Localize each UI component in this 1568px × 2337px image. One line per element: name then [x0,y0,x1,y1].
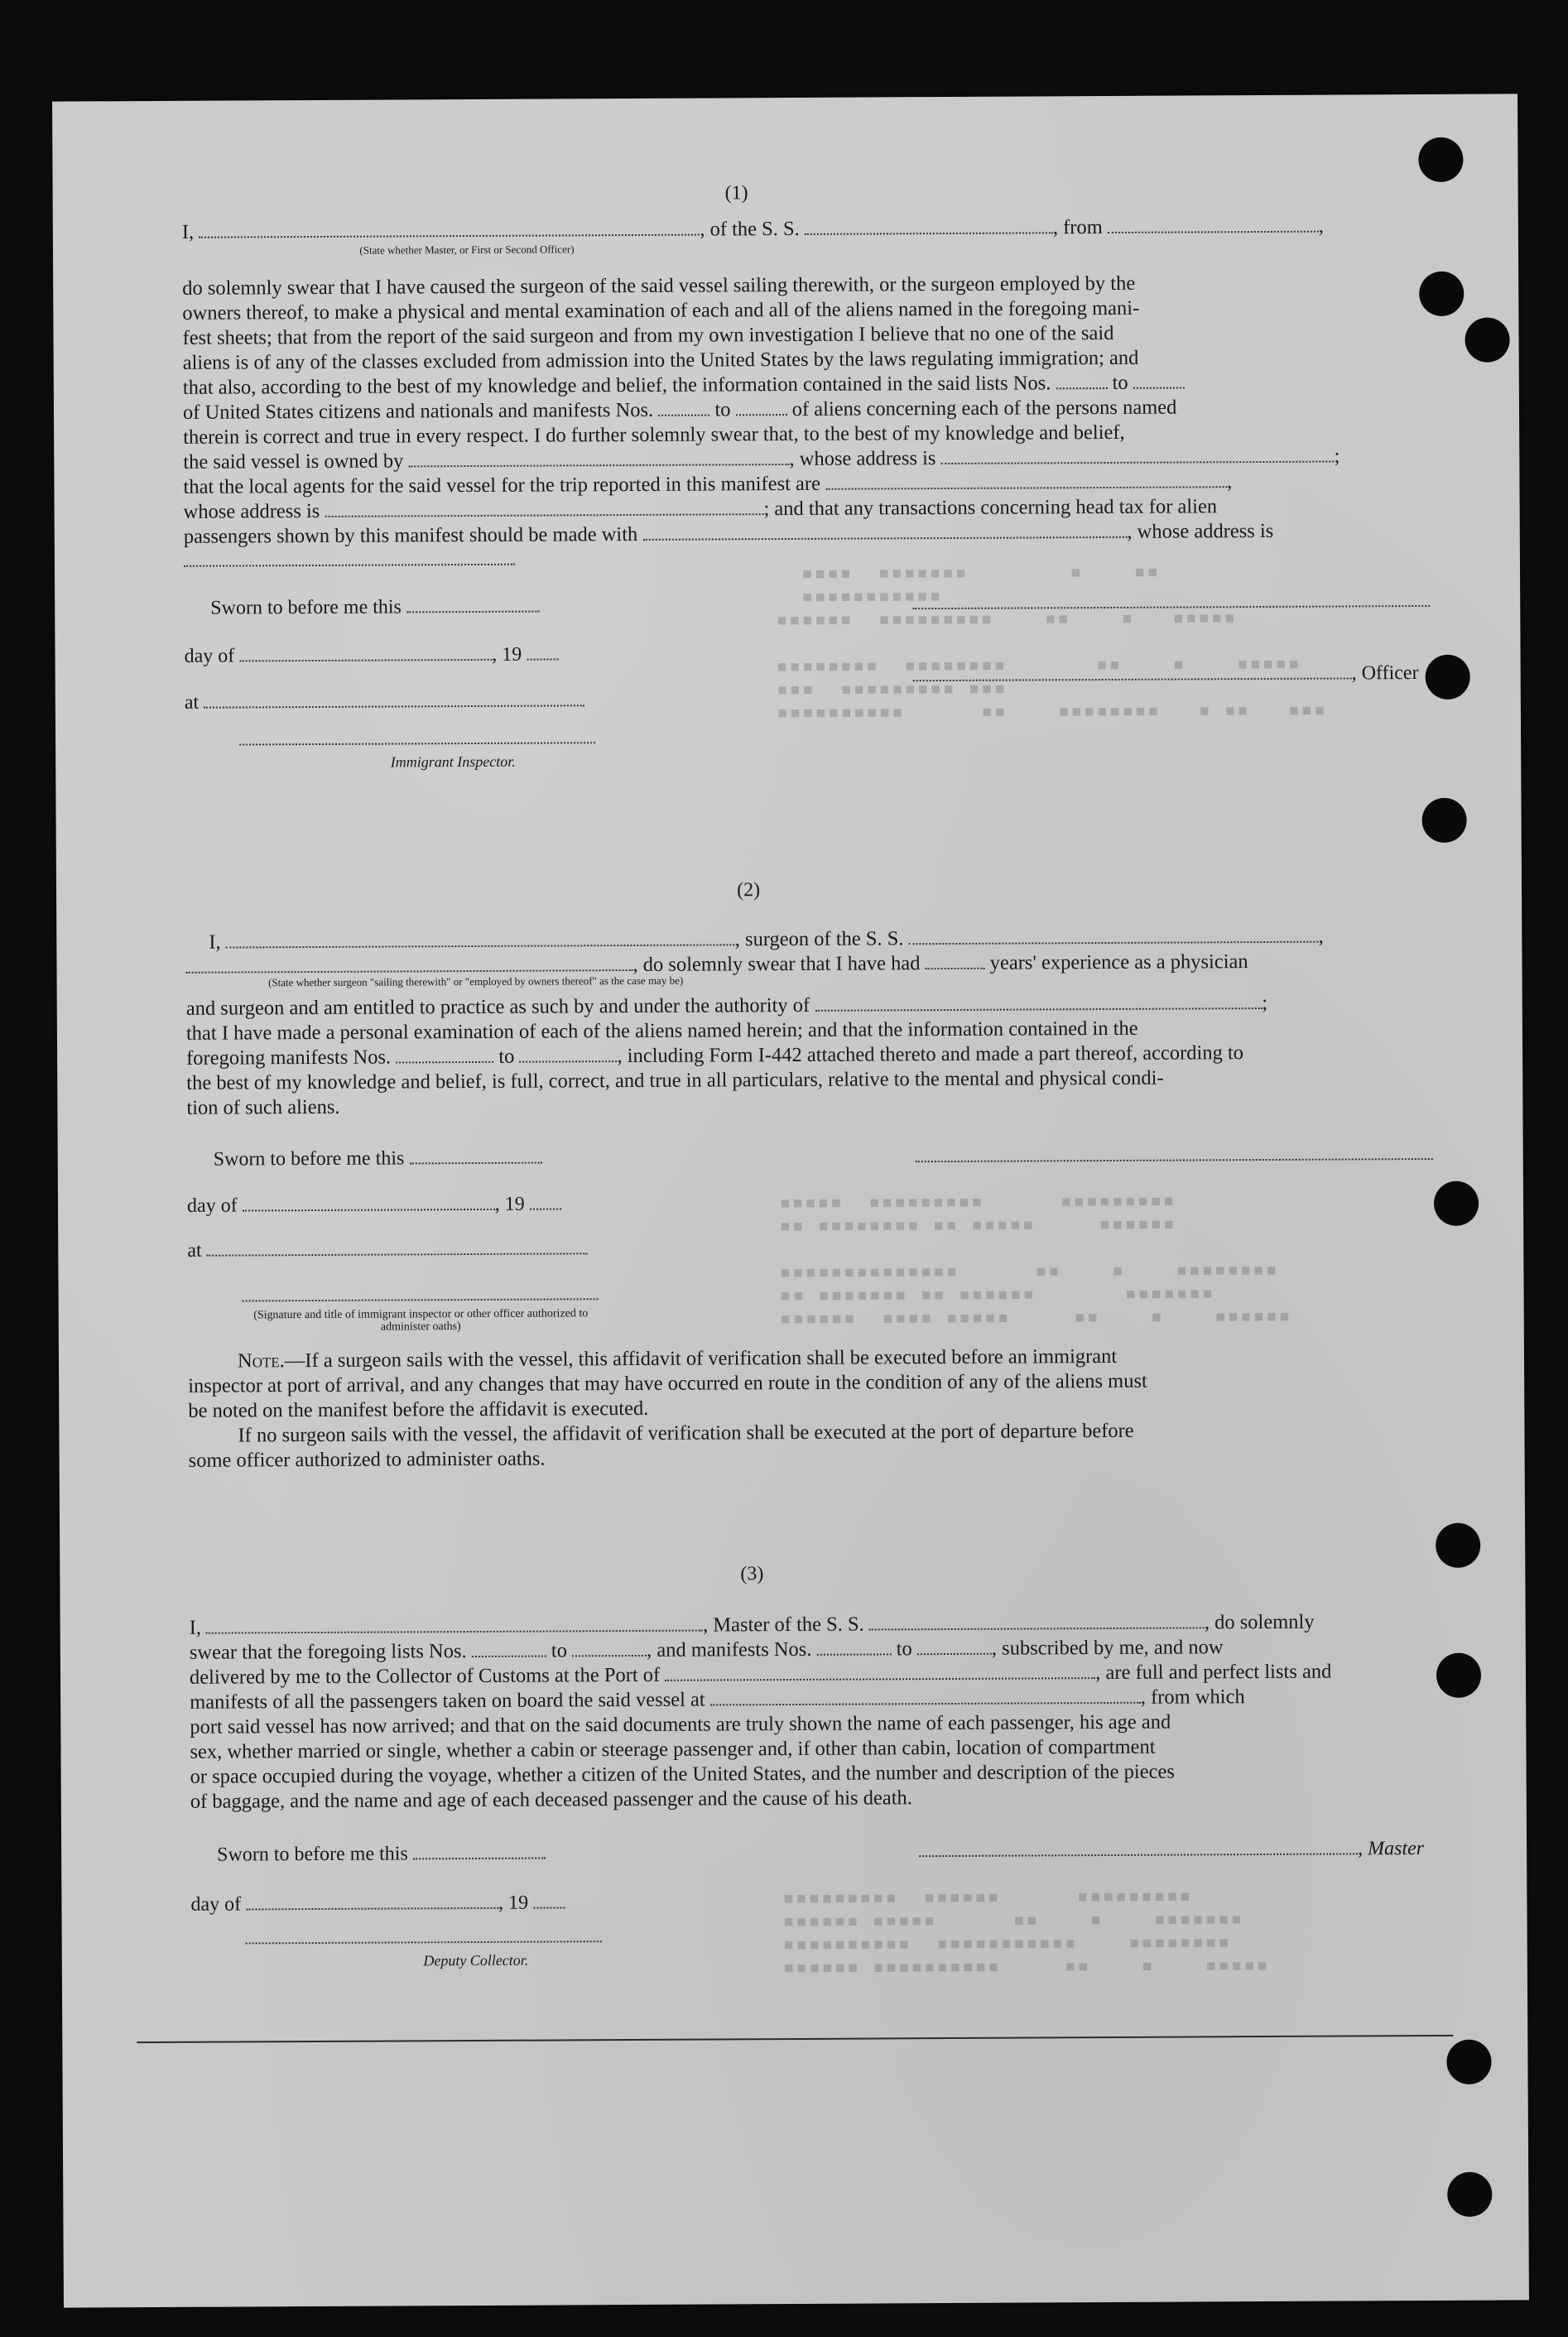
punch-hole [1436,1653,1481,1698]
sworn-label-1: Sworn to before me this [210,594,539,620]
punch-hole [1465,317,1509,362]
punch-hole [1418,137,1463,182]
punch-hole [1426,655,1470,700]
punch-hole [1446,2040,1491,2085]
section-2-number: (2) [736,879,761,902]
inspector-caption: Immigrant Inspector. [390,753,516,771]
section-3-body: I, , Master of the S. S. , do solemnly swear that the foregoing lists Nos. to , and manifests Nos. to , subscribed by me, and now delivered by me to the Collector of Customs at the Port of , are full and perfect lists and manifests of all the passengers taken on board the said vessel at , from which port said vessel has now arrived; and that on the said documents are truly shown the name of each passenger, his age and sex, whether married or single, whether a cabin or steerage passenger and, if other than cabin, location of compartment or space occupied during the voyage, whether a citizen of the United States, and the number and description of the pieces of baggage, and the name and age of each deceased passenger and the cause of his death. [189,1610,1332,1813]
at-label-2: at [187,1236,587,1262]
bleed-through: ▪▪▪▪ ▪▪▪▪▪▪▪ ▪ ▪▪ ▪▪▪▪▪▪▪▪▪▪▪ ▪▪▪▪▪▪ ▪▪▪▪▪▪▪▪▪ ▪▪ ▪ ▪▪▪▪▪ ▪▪▪▪▪▪▪▪ ▪▪▪▪▪▪▪▪ ▪▪ ▪ ▪▪▪▪▪ ▪▪▪ ▪▪▪▪▪▪▪▪▪ ▪▪▪ ▪▪▪▪▪▪▪▪▪▪ ▪▪ ▪▪▪▪▪▪▪▪ ▪ ▪▪ ▪▪▪ [749,559,1327,724]
punch-hole [1447,2172,1492,2217]
sworn-label-3: Sworn to before me this [217,1841,546,1867]
section-3-number: (3) [740,1563,764,1585]
punch-hole [1421,798,1466,843]
sworn-label-2: Sworn to before me this [214,1146,542,1171]
punch-hole [1434,1181,1479,1226]
signature-title-caption: (Signature and title of immigrant inspector or other officer authorized to administer oaths) [253,1307,589,1334]
section-2-header: I, , surgeon of the S. S. , , do solemnly swear that I have had years' experience as a physician [185,924,1434,980]
collector-caption: Deputy Collector. [423,1951,529,1969]
day-of-label-2: day of , 19 [187,1191,561,1217]
address-line [184,563,515,567]
inspector-signature-line [239,741,595,745]
master-label: , Master [919,1836,1424,1863]
note-paragraph: Note.—If a surgeon sails with the vessel, this affidavit of verification shall be executed before an immigrant inspector at port of arrival, and any changes that may have occurred en route in the condition of any of the aliens must be noted on the manifest before the affidavit is executed. If no surgeon sails with the vessel, the affidavit of verification shall be executed at the port of departure before some officer authorized to administer oaths. [188,1344,1147,1472]
section-1-body: do solemnly swear that I have caused the surgeon of the said vessel sailing therewith, or the surgeon employed by the owners thereof, to make a physical and mental examination of each and all of the aliens named in the foregoing mani- fest sheets; that from the report of the said surgeon and from my own investigation I believe that no one of the said aliens is of any of the classes excluded from admission into the United States by the laws regulating immigration; and that also, according to the best of my knowledge and belief, the information contained in the said lists Nos. to of United States citizens and nationals and manifests Nos. to of aliens concerning each of the persons named therein is correct and true in every respect. I do further solemnly swear that, to the best of my knowledge and belief, the said vessel is owned by , whose address is ; that the local agents for the said vessel for the trip reported in this manifest are , whose address is ; and that any transactions concerning head tax for alien passengers shown by this manifest should be made with , whose address is [182,272,1340,548]
officer-caption: (State whether Master, or First or Second Officer) [359,243,575,257]
surgeon-caption: (State whether surgeon "sailing therewith" or "employed by owners thereof" as the case may be) [268,974,684,989]
punch-hole [1436,1523,1480,1568]
inspector-signature-line-2 [243,1297,599,1301]
bottom-rule [137,2035,1453,2043]
officer-label: , Officer [913,661,1419,687]
section-2-body: and surgeon and am entitled to practice as such by and under the authority of ; that I have made a personal examination of each of the aliens named herein; and that the information contained in the foregoing manifests Nos. to , including Form I-442 attached thereto and made a part thereof, according to the best of my knowledge and belief, is full, correct, and true in all particulars, relative to the mental and physical condi- tion of such aliens. [185,991,1268,1119]
day-of-label-1: day of , 19 [184,642,558,667]
collector-signature-line [246,1940,602,1944]
bleed-through: ▪▪▪▪▪▪▪▪▪ ▪▪▪▪▪▪ ▪▪▪▪▪▪▪▪▪ ▪▪▪▪▪▪ ▪▪▪▪▪ ▪▪ ▪ ▪▪▪▪▪▪▪ ▪▪▪▪▪▪▪▪▪▪ ▪▪▪▪▪▪▪▪▪▪▪ ▪▪▪▪▪▪▪▪ ▪▪▪▪▪▪ ▪▪▪▪▪▪▪▪▪▪ ▪▪ ▪ ▪▪▪▪▪ [757,1883,1269,1979]
day-of-label-3: day of , 19 [190,1890,565,1916]
at-label-1: at [185,688,584,714]
section-1-header: I, , of the S. S. , from , [181,214,1325,243]
surgeon-signature-line [916,1157,1433,1162]
section-1-number: (1) [724,182,748,204]
bleed-through: ▪▪▪▪▪ ▪▪▪▪▪▪▪▪▪ ▪▪▪▪▪▪▪▪▪ ▪▪ ▪▪▪▪▪▪▪▪ ▪▪ ▪▪▪▪▪ ▪▪▪▪▪▪ ▪▪▪▪▪▪▪▪▪▪▪▪▪▪ ▪▪ ▪ ▪▪▪▪▪▪▪▪ ▪▪ ▪▪▪▪▪▪▪ ▪▪ ▪▪▪▪▪▪ ▪▪▪▪▪▪▪ ▪▪▪▪▪▪ ▪▪▪▪ ▪▪▪▪▪ ▪▪ ▪ ▪▪▪▪▪▪ [753,1188,1291,1330]
manifest-affidavit-page [52,94,1529,2307]
